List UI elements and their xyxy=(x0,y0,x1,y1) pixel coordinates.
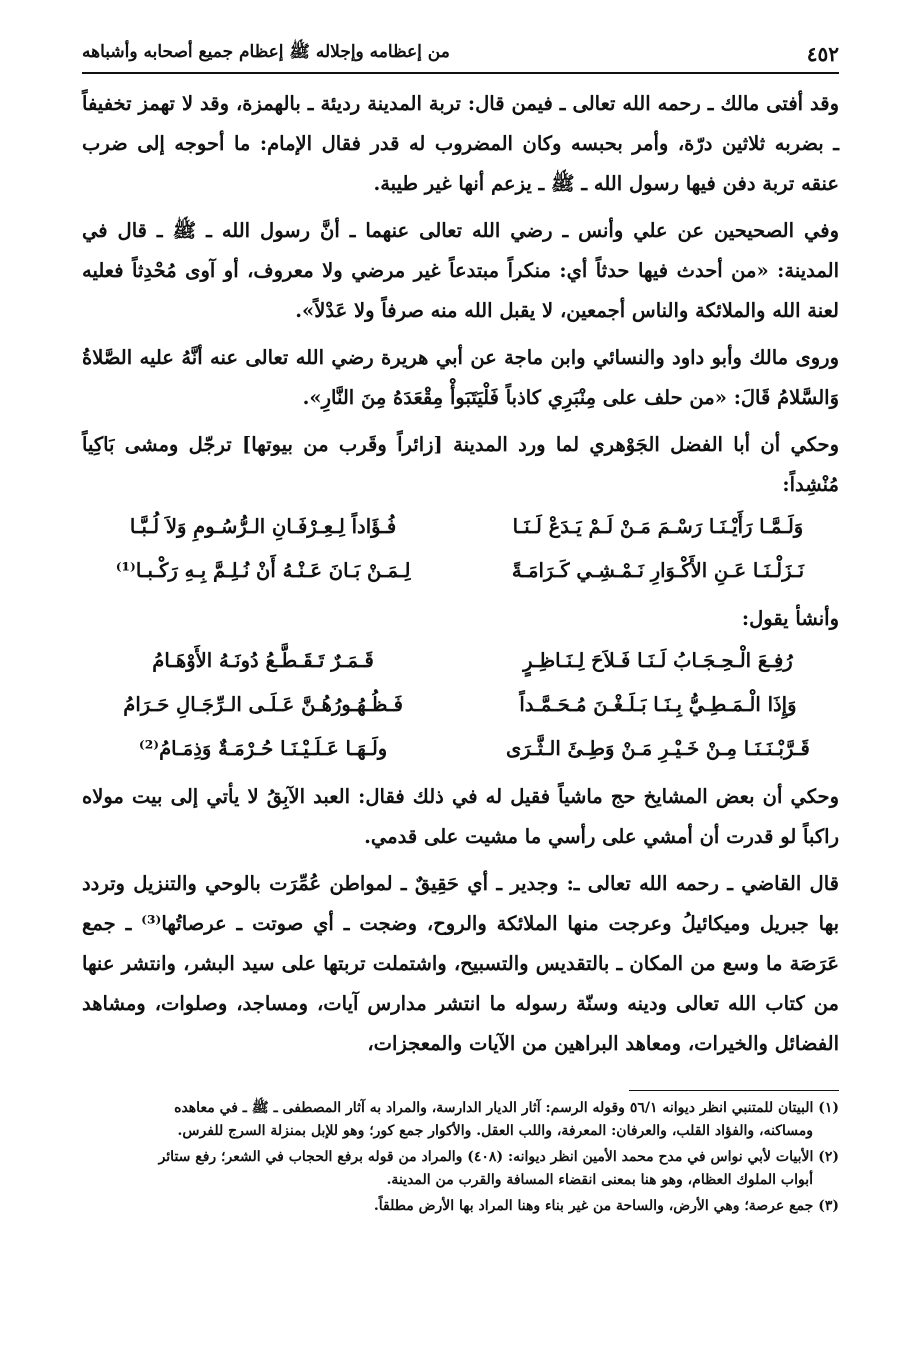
poem-first xyxy=(82,505,839,593)
verse-first-hemistich: رُفِـعَ الْـحِـجَـابُ لَـنَـا فَـلاَحَ لِـنَـاظِـرٍ xyxy=(523,649,793,672)
verse-first-hemistich: وَلَـمَّـا رَأَيْـنَـا رَسْـمَ مَـنْ لَـمْ يَـدَعْ لَـنَـا xyxy=(512,515,804,538)
paragraph: وحكي أن أبا الفضل الجَوْهري لما ورد المدينة [زائراً وقَرب من بيوتها] ترجّل ومشى بَاكِياً مُنْشِداً: xyxy=(82,433,839,496)
verse-first-hemistich: نَـزَلْـنَـا عَـنِ الأَكْـوَارِ نَـمْـشِـي كَـرَامَـةً xyxy=(511,559,805,582)
footnote-divider xyxy=(629,1090,839,1091)
verse-second-hemistich: لِـمَـنْ بَـانَ عَـنْـهُ أَنْ نُـلِـمَّ بِـهِ رَكْـبـا⁽¹⁾ xyxy=(115,559,411,582)
footnote-text-continued: ومساكنه، والفؤاد القلب، والعرفان: المعرفة، واللب العقل. والأكوار جمع كور؛ وهو للإبل بمنزلة السرج للفرس. xyxy=(177,1123,813,1139)
footnote-text: جمع عرصة؛ وهي الأرض، والساحة من غير بناء وهنا المراد بها الأرض مطلقاً. xyxy=(373,1198,814,1214)
page-number: ٤٥٢ xyxy=(806,42,839,66)
footnotes xyxy=(82,1097,839,1218)
footnote xyxy=(82,1195,839,1218)
footnote-text: البيتان للمتنبي انظر ديوانه ٥٦/١ وقوله الرسم: آثار الديار الدارسة، والمراد به آثار المصطفى ـ ﷺ ـ في معاهده xyxy=(174,1100,814,1116)
running-header xyxy=(82,38,839,74)
paragraph: قال القاضي ـ رحمه الله تعالى ـ: وجدير ـ أي حَقِيقٌ ـ لمواطن عُمِّرَت بالوحي والتنزيل وتردد بها جبريل وميكائيلُ وعرجت منها الملائكة والروح، وضجت ـ أي صوتت ـ عرصاتُها⁽³⁾ ـ جمع عَرَصَة ما وسع من المكان ـ بالتقديس والتسبيح، واشتملت تربتها على سيد البشر، وانتشر عنها من كتاب الله تعالى ودينه وسنّة رسوله ما انتشر مدارس آيات، ومساجد، وصلوات، ومشاهد الفضائل والخيرات، ومعاهد البراهين من الآيات والمعجزات، xyxy=(82,872,840,1055)
verse-second-hemistich: فَـظُـهُـورُهُـنَّ عَـلَـى الـرِّجَـالِ حَـرَامُ xyxy=(123,693,403,716)
footnote-text: الأبيات لأبي نواس في مدح محمد الأمين انظر ديوانه: (٤٠٨) والمراد من قوله برفع الحجاب في الشعر؛ رفع ستائر xyxy=(158,1149,814,1165)
verse-second-hemistich: ولَـهَـا عَـلَـيْـنَـا حُـرْمَـةٌ وَذِمَـامُ⁽²⁾ xyxy=(138,737,388,760)
verse-line xyxy=(82,505,839,549)
verse-first-hemistich: وَإِذَا الْـمَـطِـيُّ بِـنَـا بَـلَـغْـنَ مُـحَـمَّـداً xyxy=(519,693,797,716)
footnote-marker: (٣) xyxy=(818,1198,839,1214)
verse-line xyxy=(82,549,839,593)
verse-first-hemistich: قَـرَّبْـنَـنَـا مِـنْ خَـيْـرِ مَـنْ وَطِـئَ الـثَّـرَى xyxy=(506,737,810,760)
running-title: من إعظامه وإجلاله ﷺ إعظام جميع أصحابه وأشباهه xyxy=(82,42,450,62)
footnote-marker: (٢) xyxy=(818,1149,839,1165)
paragraph: وقد أفتى مالك ـ رحمه الله تعالى ـ فيمن قال: تربة المدينة رديئة ـ بالهمزة، وقد لا تهمز تخفيفاً ـ بضربه ثلاثين درّة، وأمر بحبسه وكان المضروب له قدر فقال الإمام: ما أحوجه إلى ضرب عنقه تربة دفن فيها رسول الله ـ ﷺ ـ يزعم أنها غير طيبة. xyxy=(82,92,839,195)
verse-line xyxy=(82,639,839,683)
verse-line xyxy=(82,727,839,771)
verse-second-hemistich: قَـمَـرٌ تَـقَـطَّـعُ دُونَـهُ الأَوْهَـامُ xyxy=(152,649,374,672)
paragraph: وفي الصحيحين عن علي وأنس ـ رضي الله تعالى عنهما ـ أنَّ رسول الله ـ ﷺ ـ قال في المدينة: «من أحدث فيها حدثاً أي: منكراً مبتدعاً غير مرضي ولا معروف، أو آوى مُحْدِثاً فعليه لعنة الله والملائكة والناس أجمعين، لا يقبل الله منه صرفاً ولا عَدْلاً». xyxy=(82,219,839,322)
main-text xyxy=(82,84,839,1064)
footnote xyxy=(82,1146,839,1192)
footnote-text-continued: أبواب الملوك العظام، وهو هنا بمعنى انقضاء المسافة والقرب من المدينة. xyxy=(386,1172,813,1188)
footnote-marker: (١) xyxy=(818,1100,839,1116)
verse-second-hemistich: فُـؤَاداً لِـعِـرْفَـانِ الـرُّسُـومِ وَلاَ لُـبَّـا xyxy=(129,515,397,538)
verse-intro: وأنشأ يقول: xyxy=(741,607,839,630)
footnote xyxy=(82,1097,839,1143)
poem-second xyxy=(82,639,839,771)
paragraph: وحكي أن بعض المشايخ حج ماشياً فقيل له في ذلك فقال: العبد الآبِقُ لا يأتي إلى بيت مولاه راكباً لو قدرت أن أمشي على رأسي ما مشيت على قدمي. xyxy=(82,785,839,848)
verse-line xyxy=(82,683,839,727)
paragraph: وروى مالك وأبو داود والنسائي وابن ماجة عن أبي هريرة رضي الله تعالى عنه أنَّهُ عليه الصَّلاةُ وَالسَّلامُ قَالَ: «من حلف على مِنْبَرِي كاذباً فَلْيَتَبَوأْ مِقْعَدَهُ مِنَ النَّارِ». xyxy=(82,346,839,409)
